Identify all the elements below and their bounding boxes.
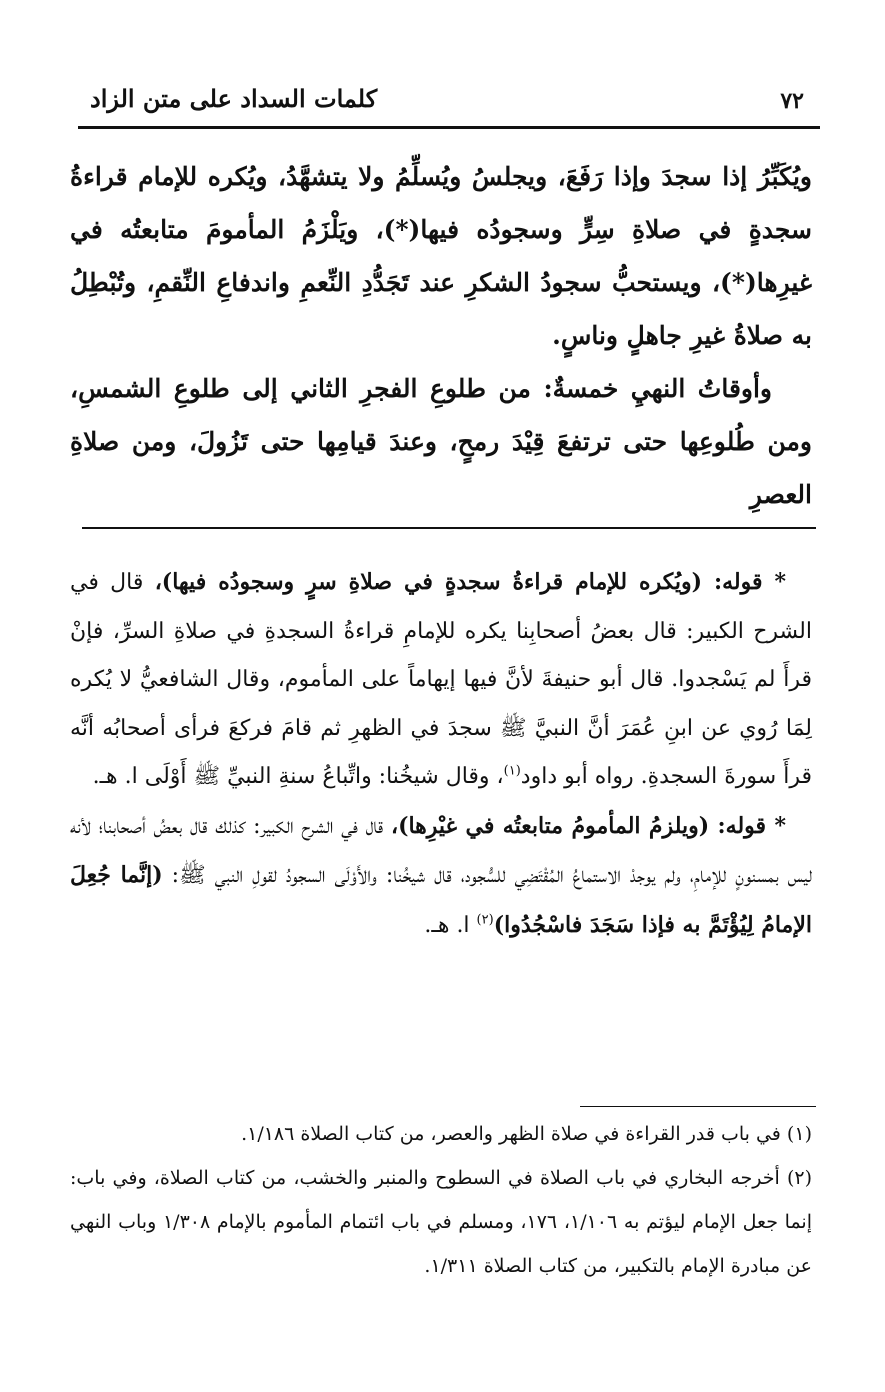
commentary-separator — [82, 527, 816, 529]
commentary-note — [70, 558, 812, 802]
commentary-note — [70, 802, 812, 951]
note-text: قال في الشرح الكبير: كذلك قال بعضُ أصحابنا؛ لأنه ليس بمسنونٍ للإمامِ، ولم يوجدْ الاستماعُ المُقْتَضِي للسُّجود، قال شيخُنا: والأَوْلَى السجودُ لقولِ النبي ﷺ: — [70, 813, 812, 888]
main-paragraph: ويُكَبِّرُ إذا سجدَ وإذا رَفَعَ، ويجلسُ ويُسلِّمُ ولا يتشهَّدُ، ويُكره للإمام قراءةُ سجدةٍ في صلاةِ سِرٍّ وسجودُه فيها(*)، ويَلْزَمُ المأمومَ متابعتُه في غيرِها(*)، ويستحبُّ سجودُ الشكرِ عند تَجَدُّدِ النِّعمِ واندفاعِ النِّقمِ، وتُبْطِلُ به صلاةُ غيرِ جاهلٍ وناسٍ. — [70, 162, 813, 350]
hadith-quote: (إنَّما جُعِلَ الإمامُ لِيُؤْتَمَّ به فإذا سَجَدَ فاسْجُدُوا) — [70, 862, 812, 938]
page-header — [78, 84, 820, 124]
main-paragraph: وأوقاتُ النهيِ خمسةٌ: من طلوعِ الفجرِ الثاني إلى طلوعِ الشمسِ، ومن طُلوعِها حتى ترتفعَ قِيْدَ رمحٍ، وعندَ قيامِها حتى تَزُولَ، ومن صلاةِ العصرِ — [70, 374, 812, 509]
footnote: (١) في باب قدر القراءة في صلاة الظهر والعصر، من كتاب الصلاة ١/١٨٦. — [241, 1123, 812, 1145]
running-title: كلمات السداد على متن الزاد — [90, 84, 378, 113]
note-text: ا. هـ. — [424, 912, 470, 938]
footnote-rule — [580, 1106, 816, 1107]
footnote-ref: (١) — [503, 763, 521, 779]
header-rule — [78, 126, 820, 129]
note-text: قال في الشرح الكبير: قال بعضُ أصحابِنا يكره للإمامِ قراءةُ السجدةِ في صلاةِ السرِّ، فإنْ قرأَ لم يَسْجدوا. قال أبو حنيفةَ لأنَّ فيها إيهاماً على المأموم، وقال الشافعيُّ لا يُكره لِمَا رُوي عن ابنِ عُمَرَ أنَّ النبيَّ ﷺ سجدَ في الظهرِ ثم قامَ فركعَ فرأى أصحابُه أنَّه قرأَ سورةَ السجدةِ. رواه أبو داود — [70, 570, 812, 789]
commentary-notes — [70, 558, 812, 950]
footnotes — [70, 1112, 812, 1288]
footnote-ref: (٢) — [476, 912, 494, 928]
page-number: ٧٢ — [780, 88, 804, 114]
note-quote: * قوله: (ويلزمُ المأمومُ متابعتُه في غيْرِها)، — [390, 812, 786, 839]
footnote: (٢) أخرجه البخاري في باب الصلاة في السطوح والمنبر والخشب، من كتاب الصلاة، وفي باب: إنما جعل الإمام ليؤتم به ١/١٠٦، ١٧٦، ومسلم في باب ائتمام المأموم بالإمام ١/٣٠٨ وباب النهي عن مبادرة الإمام بالتكبير، من كتاب الصلاة ١/٣١١. — [70, 1167, 813, 1277]
note-quote: * قوله: (ويُكره للإمام قراءةُ سجدةٍ في صلاةِ سرٍ وسجودُه فيها)، — [154, 569, 786, 595]
note-text: ، وقال شيخُنا: واتِّباعُ سنةِ النبيِّ ﷺ أَوْلَى ا. هـ. — [92, 764, 504, 789]
main-text — [70, 150, 812, 521]
